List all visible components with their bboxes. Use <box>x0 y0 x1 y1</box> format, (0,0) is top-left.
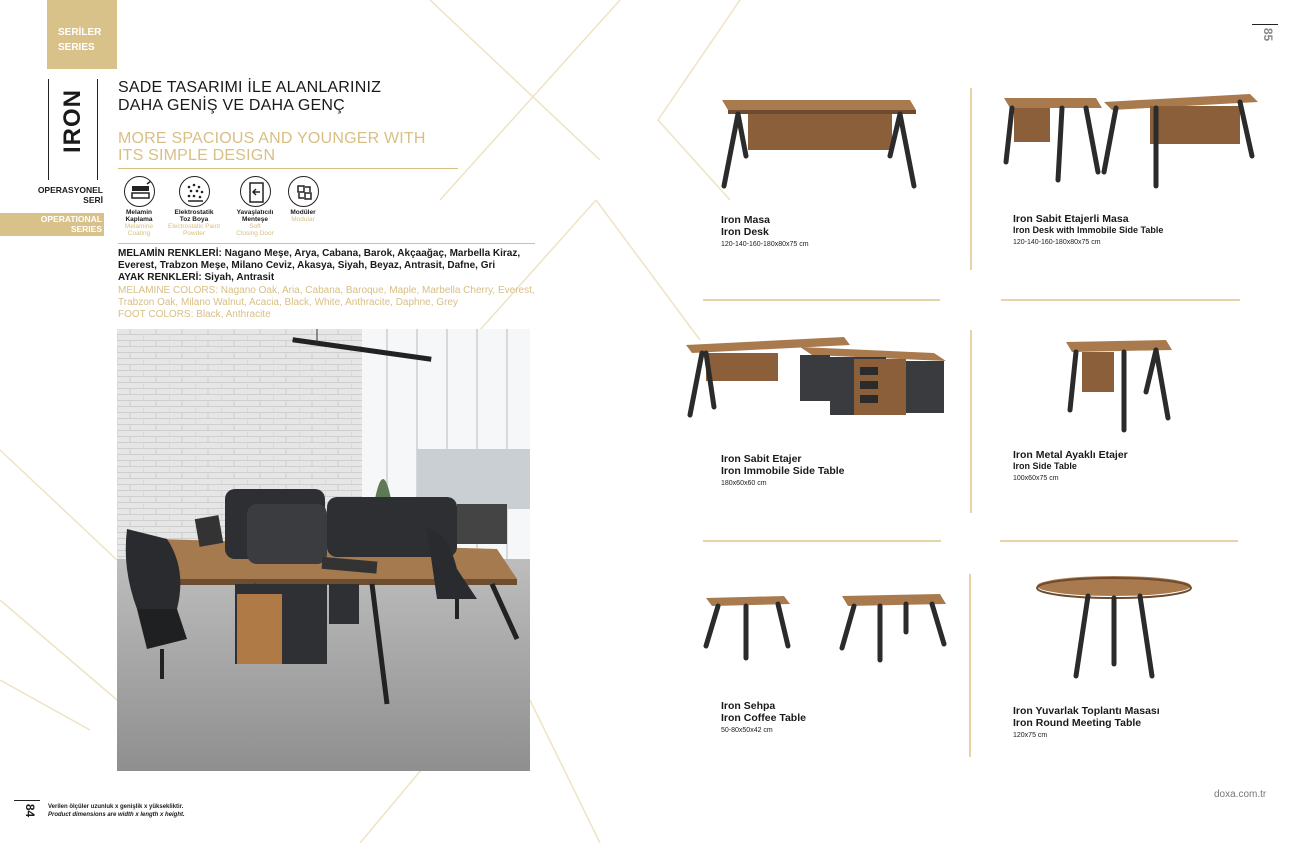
feature-label-tr: Yavaşlatıcılı <box>236 209 274 216</box>
product-name-tr: Iron Masa <box>721 214 771 226</box>
feature-label-en: Modular <box>291 216 315 223</box>
soft-closing-door-icon <box>240 176 271 207</box>
melamine-colors-tr: MELAMİN RENKLERİ: Nagano Meşe, Arya, Cabana, Barok, Akçaağaç, Marbella Kiraz, Everest, Trabzon Meşe, Milano Ceviz, Akasya, Siyah, Beyaz, Antrasit, Dafne, Gri <box>118 248 521 272</box>
grid-divider <box>703 540 941 542</box>
iron-immobile-side-table-image <box>684 333 948 423</box>
product-name-en: Iron Desk <box>721 226 769 238</box>
iron-coffee-table-image <box>700 592 950 664</box>
feature-label-tr: Kaplama <box>125 216 153 223</box>
headline-en-line1: MORE SPACIOUS AND YOUNGER WITH <box>118 130 426 147</box>
feature-label-en: Melamine <box>124 223 154 230</box>
iron-round-meeting-table-image <box>1034 572 1196 684</box>
feature-modular <box>273 176 333 223</box>
grid-divider <box>703 299 940 301</box>
feature-label-tr: Elektrostatik <box>174 209 214 216</box>
series-tag <box>47 0 117 69</box>
melamine-coating-icon <box>124 176 155 207</box>
divider <box>118 243 535 244</box>
series-tag-tr: SERİLER <box>58 27 102 38</box>
feature-label-tr: Menteşe <box>241 216 268 223</box>
product-iron-desk-side-table <box>1013 213 1163 248</box>
product-name-en: Iron Side Table <box>1013 461 1077 471</box>
grid-divider <box>1000 540 1238 542</box>
headline-en-line2: ITS SIMPLE DESIGN <box>118 147 276 164</box>
electrostatic-paint-icon <box>179 176 210 207</box>
product-name-tr: Iron Metal Ayaklı Etajer <box>1013 449 1128 461</box>
series-title: IRON <box>59 89 86 153</box>
page-number-right: 85 <box>1252 24 1278 44</box>
iron-desk-side-table-image <box>1000 92 1262 192</box>
series-tag-en: SERIES <box>58 42 95 53</box>
office-photo <box>117 329 530 771</box>
foot-colors-tr: AYAK RENKLERİ: Siyah, Antrasit <box>118 272 275 284</box>
feature-label-en: Coating <box>127 230 151 237</box>
product-name-tr: Iron Sabit Etajerli Masa <box>1013 213 1129 225</box>
headline-turkish <box>118 79 381 115</box>
grid-divider <box>970 88 972 270</box>
operational-series-en <box>0 213 104 236</box>
grid-divider <box>969 574 971 757</box>
product-size: 180x60x60 cm <box>721 480 767 487</box>
headline-tr-line1: SADE TASARIMI İLE ALANLARINIZ <box>118 79 382 96</box>
product-iron-immobile-side-table <box>721 453 845 489</box>
dimension-footnote <box>48 803 185 819</box>
footnote-en: Product dimensions are width x length x height. <box>48 812 185 818</box>
product-name-tr: Iron Sabit Etajer <box>721 453 802 465</box>
melamine-colors-en: MELAMINE COLORS: Nagano Oak, Aria, Cabana, Baroque, Maple, Marbella Cherry, Everest, Trabzon Oak, Milano Walnut, Acacia, Black, White, Anthracite, Daphne, Grey <box>118 284 535 308</box>
product-size: 120-140-160-180x80x75 cm <box>1013 239 1101 246</box>
product-size: 50-80x50x42 cm <box>721 727 773 734</box>
operational-en-line2: SERIES <box>70 224 102 234</box>
feature-label-en: Soft <box>249 223 261 230</box>
feature-electrostatic <box>164 176 224 237</box>
feature-melamine <box>109 176 169 237</box>
page-number-left: 84 <box>14 800 40 820</box>
website-url: doxa.com.tr <box>1214 789 1267 800</box>
operational-tr-line2: SERİ <box>83 195 103 205</box>
feature-label-en: Powder <box>182 230 206 237</box>
iron-side-table-image <box>1064 336 1176 436</box>
foot-colors-en: FOOT COLORS: Black, Anthracite <box>118 309 271 321</box>
product-name-en: Iron Desk with Immobile Side Table <box>1013 225 1164 235</box>
grid-divider <box>1001 299 1240 301</box>
color-options <box>118 248 558 321</box>
operational-tr-line1: OPERASYONEL <box>37 185 103 195</box>
modular-icon <box>288 176 319 207</box>
product-size: 120x75 cm <box>1013 732 1048 739</box>
headline-tr-line2: DAHA GENİŞ VE DAHA GENÇ <box>118 97 345 114</box>
product-iron-round-meeting-table <box>1013 705 1160 741</box>
divider <box>118 168 458 169</box>
feature-label-tr: Toz Boya <box>179 216 209 223</box>
product-name-tr: Iron Yuvarlak Toplantı Masası <box>1013 705 1160 717</box>
product-name-tr: Iron Sehpa <box>721 700 776 712</box>
operational-en-line1: OPERATIONAL <box>40 214 102 224</box>
feature-label-tr: Melamin <box>125 209 152 216</box>
product-iron-coffee-table <box>721 700 806 736</box>
product-size: 100x60x75 cm <box>1013 475 1059 482</box>
product-iron-desk <box>721 214 809 250</box>
feature-label-en: Electrostatic Paint <box>167 223 221 230</box>
feature-label-tr: Modüler <box>290 209 316 216</box>
product-name-en: Iron Round Meeting Table <box>1013 717 1142 729</box>
operational-series-tr <box>0 185 103 205</box>
product-name-en: Iron Coffee Table <box>721 712 806 724</box>
grid-divider <box>970 330 972 513</box>
product-iron-side-table <box>1013 449 1128 484</box>
product-name-en: Iron Immobile Side Table <box>721 465 845 477</box>
headline-english <box>118 130 426 164</box>
feature-label-en: Closing Door <box>236 230 274 237</box>
iron-desk-image <box>718 96 920 192</box>
footnote-tr: Verilen ölçüler uzunluk x genişlik x yüksekliktir. <box>48 804 184 810</box>
product-size: 120-140-160-180x80x75 cm <box>721 241 809 248</box>
